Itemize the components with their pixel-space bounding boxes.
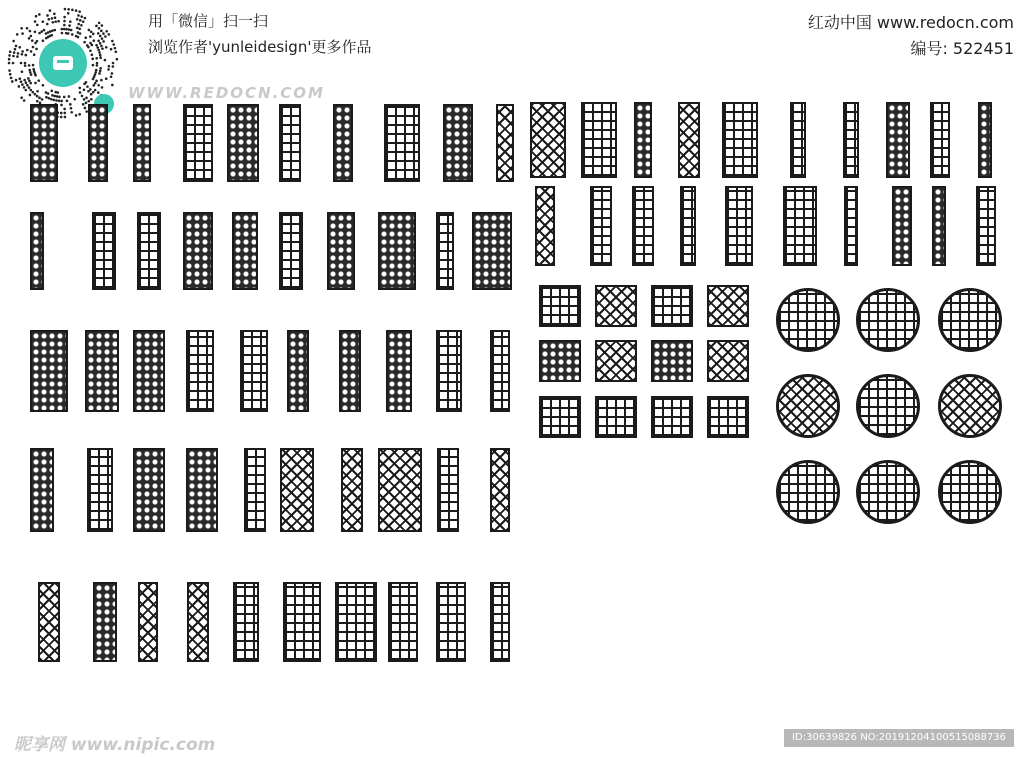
site-name: 红动中国 www.redocn.com <box>807 13 1014 32</box>
lattice-panel <box>138 582 158 662</box>
lattice-panel <box>279 212 303 290</box>
lattice-panel <box>581 102 617 178</box>
qr-code <box>6 6 120 120</box>
lattice-panel <box>227 104 259 182</box>
lattice-panel <box>443 104 473 182</box>
lattice-panel <box>886 102 910 178</box>
square-ornament <box>651 340 693 382</box>
circle-window <box>776 460 840 524</box>
lattice-panel <box>490 330 510 412</box>
lattice-panel <box>978 102 992 178</box>
lattice-panel <box>283 582 321 662</box>
square-ornament <box>595 340 637 382</box>
lattice-panel <box>722 102 758 178</box>
circle-window <box>776 288 840 352</box>
item-id-label: 编号: 522451 <box>910 39 1014 58</box>
square-ornament <box>539 396 581 438</box>
lattice-panel <box>87 448 113 532</box>
lattice-panel <box>436 212 454 290</box>
lattice-panel <box>133 104 151 182</box>
circle-window <box>856 460 920 524</box>
lattice-panel <box>244 448 266 532</box>
lattice-panel <box>725 186 753 266</box>
lattice-panel <box>378 448 422 532</box>
lattice-panel <box>30 104 58 182</box>
lattice-panel <box>388 582 418 662</box>
lattice-panel <box>535 186 555 266</box>
lattice-panel <box>38 582 60 662</box>
scan-hint-text: 用「微信」扫一扫 <box>148 12 269 30</box>
lattice-panel <box>327 212 355 290</box>
circle-window <box>776 374 840 438</box>
lattice-panel <box>183 104 213 182</box>
lattice-panel <box>472 212 512 290</box>
lattice-panel <box>93 582 117 662</box>
lattice-panel <box>183 212 213 290</box>
lattice-panel <box>333 104 353 182</box>
lattice-panel <box>678 102 700 178</box>
square-ornament <box>651 396 693 438</box>
circle-window <box>856 288 920 352</box>
circle-window <box>856 374 920 438</box>
square-ornament <box>539 340 581 382</box>
lattice-panel <box>186 330 214 412</box>
circle-window <box>938 460 1002 524</box>
lattice-panel <box>335 582 377 662</box>
lattice-panel <box>85 330 119 412</box>
lattice-panel <box>892 186 912 266</box>
lattice-panel <box>490 448 510 532</box>
lattice-panel <box>496 104 514 182</box>
lattice-panel <box>976 186 996 266</box>
lattice-panel <box>530 102 566 178</box>
watermark-top: WWW.REDOCN.COM <box>128 84 325 102</box>
lattice-panel <box>233 582 259 662</box>
lattice-panel <box>783 186 817 266</box>
lattice-panel <box>932 186 946 266</box>
lattice-panel <box>30 212 44 290</box>
lattice-panel <box>186 448 218 532</box>
lattice-panel <box>930 102 950 178</box>
lattice-panel <box>378 212 416 290</box>
circle-window <box>938 288 1002 352</box>
lattice-panel <box>436 582 466 662</box>
lattice-panel <box>279 104 301 182</box>
lattice-panel <box>287 330 309 412</box>
lattice-panel <box>339 330 361 412</box>
lattice-panel <box>384 104 420 182</box>
lattice-panel <box>30 448 54 532</box>
lattice-panel <box>844 186 858 266</box>
lattice-panel <box>437 448 459 532</box>
lattice-panel <box>634 102 652 178</box>
square-ornament <box>595 396 637 438</box>
square-ornament <box>651 285 693 327</box>
lattice-panel <box>790 102 806 178</box>
lattice-panel <box>436 330 462 412</box>
lattice-panel <box>232 212 258 290</box>
square-ornament <box>707 340 749 382</box>
lattice-panel <box>490 582 510 662</box>
lattice-panel <box>590 186 612 266</box>
lattice-panel <box>88 104 108 182</box>
footer-id-badge: ID:30639826 NO:20191204100515088736 <box>784 729 1014 747</box>
watermark-bottom: 昵享网 www.nipic.com <box>14 735 216 755</box>
square-ornament <box>539 285 581 327</box>
lattice-panel <box>240 330 268 412</box>
lattice-panel <box>187 582 209 662</box>
lattice-panel <box>30 330 68 412</box>
lattice-panel <box>843 102 859 178</box>
square-ornament <box>707 396 749 438</box>
square-ornament <box>707 285 749 327</box>
lattice-panel <box>133 330 165 412</box>
lattice-panel <box>632 186 654 266</box>
author-line: 浏览作者'yunleidesign'更多作品 <box>148 38 372 56</box>
lattice-panel <box>386 330 412 412</box>
lattice-panel <box>133 448 165 532</box>
circle-window <box>938 374 1002 438</box>
lattice-panel <box>341 448 363 532</box>
lattice-panel <box>137 212 161 290</box>
lattice-panel <box>680 186 696 266</box>
square-ornament <box>595 285 637 327</box>
lattice-panel <box>92 212 116 290</box>
lattice-panel <box>280 448 314 532</box>
